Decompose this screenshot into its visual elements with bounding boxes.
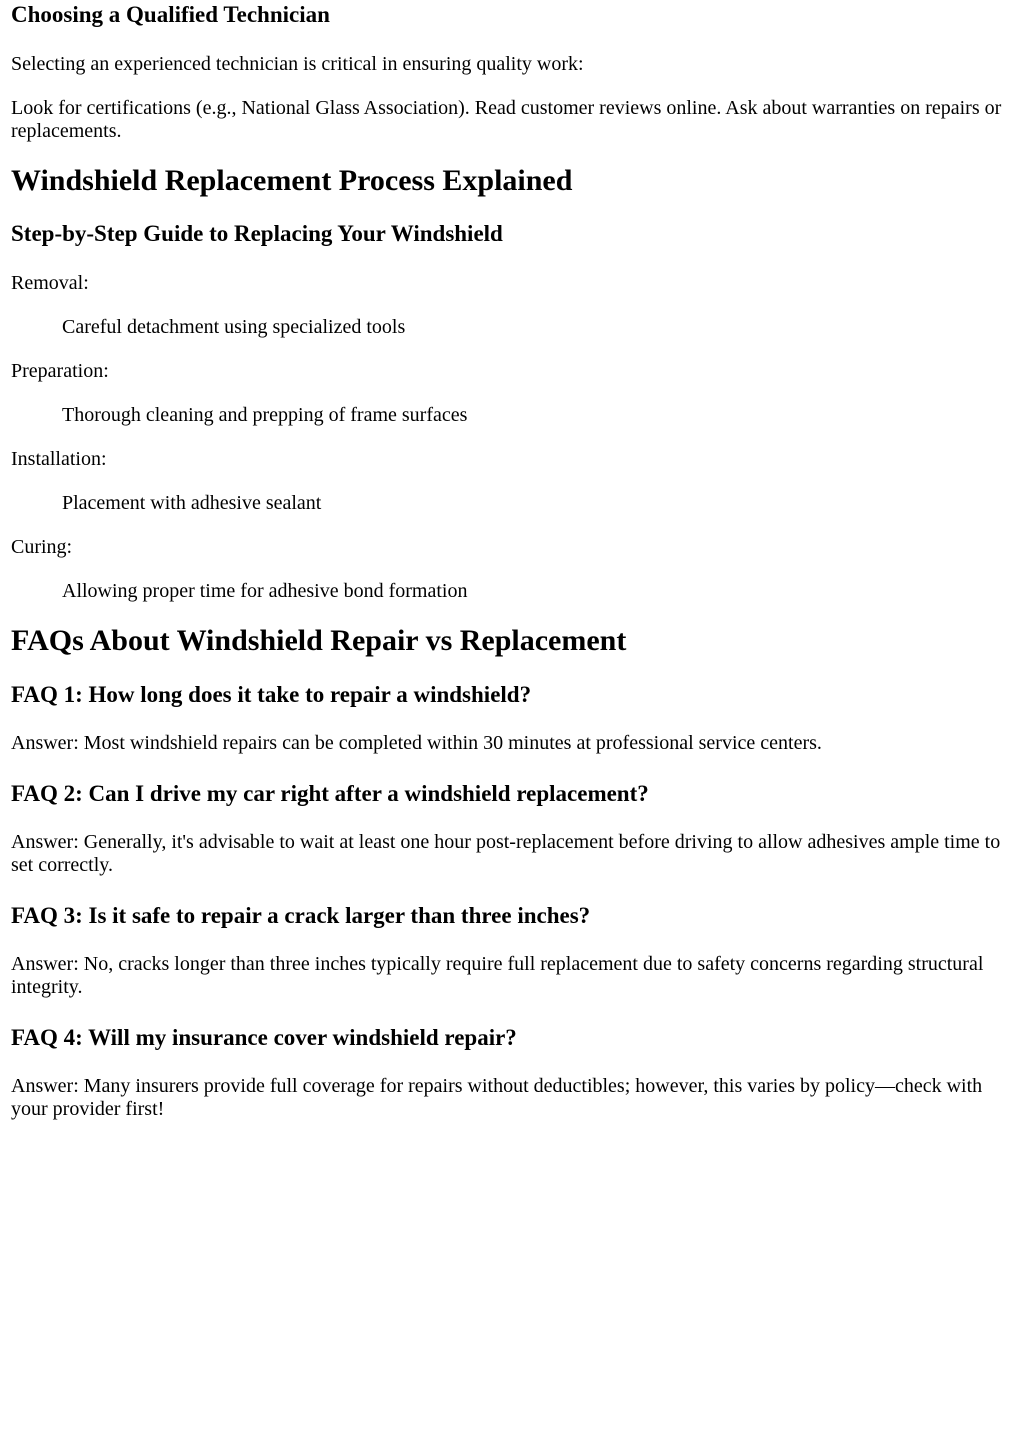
technician-tips: Look for certifications (e.g., National Glass Association). Read customer reviews online. Ask about warranties on repairs or replacements. xyxy=(11,97,1002,142)
faq-answer: Answer: Generally, it's advisable to wait at least one hour post-replacement before driving to allow adhesives ample time to set correctly. xyxy=(11,831,1001,876)
step-term: Preparation: xyxy=(11,360,109,382)
technician-heading: Choosing a Qualified Technician xyxy=(11,2,330,27)
faq-answer: Answer: Most windshield repairs can be completed within 30 minutes at professional service centers. xyxy=(11,732,822,754)
step-term: Curing: xyxy=(11,536,73,558)
faq-question: FAQ 1: How long does it take to repair a windshield? xyxy=(11,682,532,707)
step-term: Installation: xyxy=(11,448,107,470)
process-steps xyxy=(11,272,1013,603)
faqs-heading: FAQs About Windshield Repair vs Replacement xyxy=(11,624,627,657)
faq-question: FAQ 4: Will my insurance cover windshield repair? xyxy=(11,1025,517,1050)
technician-intro: Selecting an experienced technician is critical in ensuring quality work: xyxy=(11,53,584,75)
faq-answer: Answer: No, cracks longer than three inches typically require full replacement due to safety concerns regarding structural integrity. xyxy=(11,953,984,998)
step-description: Thorough cleaning and prepping of frame surfaces xyxy=(62,404,468,426)
faq-question: FAQ 2: Can I drive my car right after a windshield replacement? xyxy=(11,781,649,806)
step-description: Careful detachment using specialized tools xyxy=(62,316,406,338)
step-term: Removal: xyxy=(11,272,89,294)
step-description: Allowing proper time for adhesive bond formation xyxy=(62,580,468,602)
faq-answer: Answer: Many insurers provide full coverage for repairs without deductibles; however, this varies by policy—check with your provider first! xyxy=(11,1075,983,1120)
process-heading: Windshield Replacement Process Explained xyxy=(11,164,573,197)
faq-question: FAQ 3: Is it safe to repair a crack larger than three inches? xyxy=(11,903,591,928)
process-subheading: Step-by-Step Guide to Replacing Your Windshield xyxy=(11,221,503,246)
step-description: Placement with adhesive sealant xyxy=(62,492,322,514)
